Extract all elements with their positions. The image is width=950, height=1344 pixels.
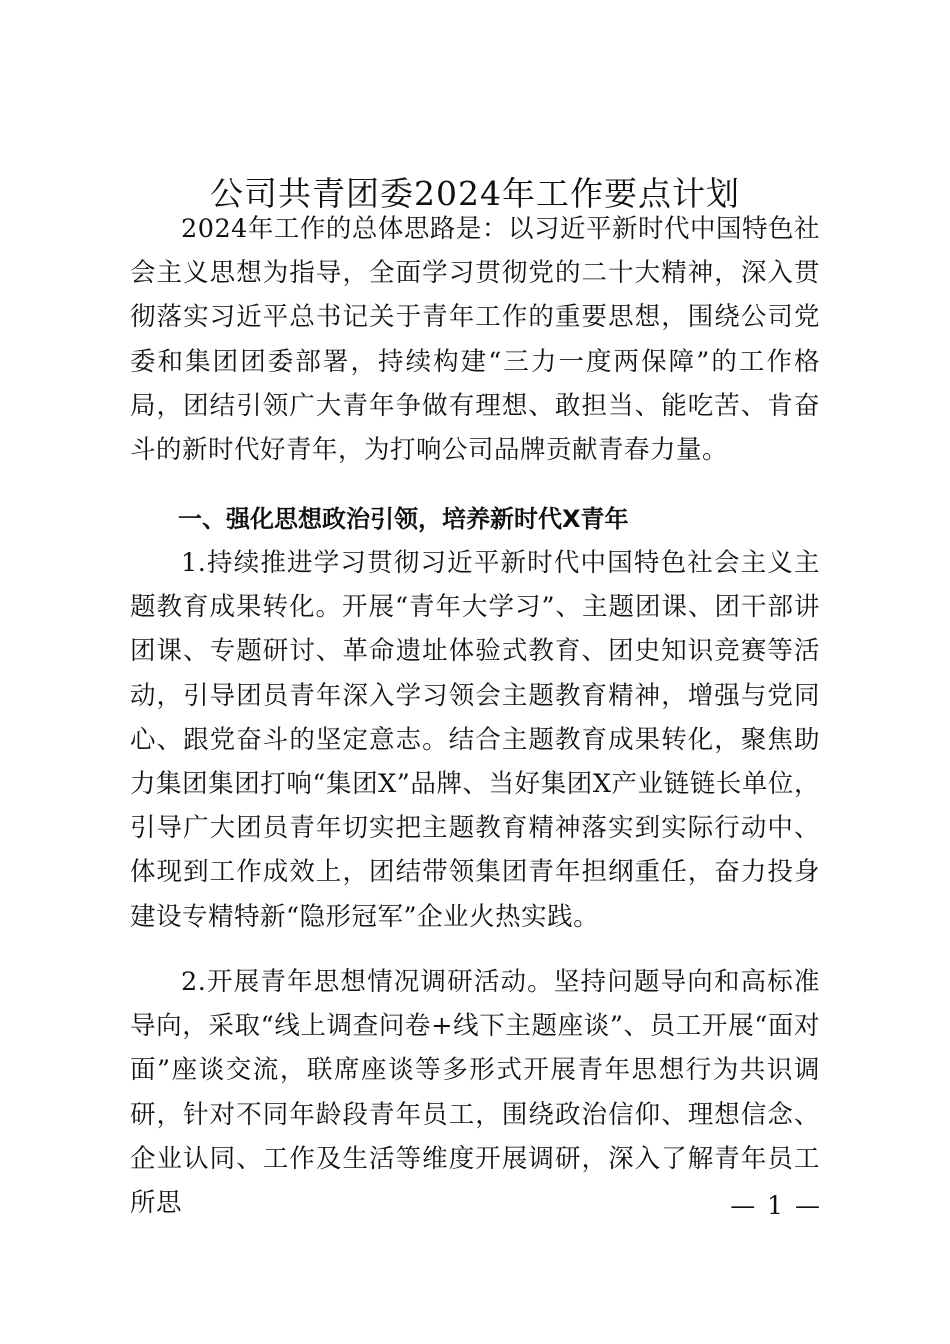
section-heading: 一、强化思想政治引领，培养新时代X青年 xyxy=(178,505,629,533)
intro-paragraph: 2024年工作的总体思路是：以习近平新时代中国特色社会主义思想为指导，全面学习贯彻党的二十大精神，深入贯彻落实习近平总书记关于青年工作的重要思想，围绕公司党委和集团团委部署，持续构建“三力一度两保障”的工作格局，团结引领广大青年争做有理想、敢担当、能吃苦、肯奋斗的新时代好青年，为打响公司品牌贡献青春力量。 xyxy=(130,214,820,466)
item-1-paragraph: 1.持续推进学习贯彻习近平新时代中国特色社会主义主题教育成果转化。开展“青年大学习”、主题团课、团干部讲团课、专题研讨、革命遗址体验式教育、团史知识竞赛等活动，引导团员青年深入学习领会主题教育精神，增强与党同心、跟党奋斗的坚定意志。结合主题教育成果转化，聚焦助力集团集团打响“集团X”品牌、当好集团X产业链链长单位，引导广大团员青年切实把主题教育精神落实到实际行动中、体现到工作成效上，团结带领集团青年担纲重任，奋力投身建设专精特新“隐形冠军”企业火热实践。 xyxy=(130,548,820,932)
page-number: — 1 — xyxy=(730,1191,822,1220)
document-title: 公司共青团委2024年工作要点计划 xyxy=(210,174,740,213)
item-2-paragraph: 2.开展青年思想情况调研活动。坚持问题导向和高标准导向，采取“线上调查问卷+线下主题座谈”、员工开展“面对面”座谈交流，联席座谈等多形式开展青年思想行为共识调研，针对不同年龄段青年员工，围绕政治信仰、理想信念、企业认同、工作及生活等维度开展调研，深入了解青年员工所思 xyxy=(130,967,820,1219)
